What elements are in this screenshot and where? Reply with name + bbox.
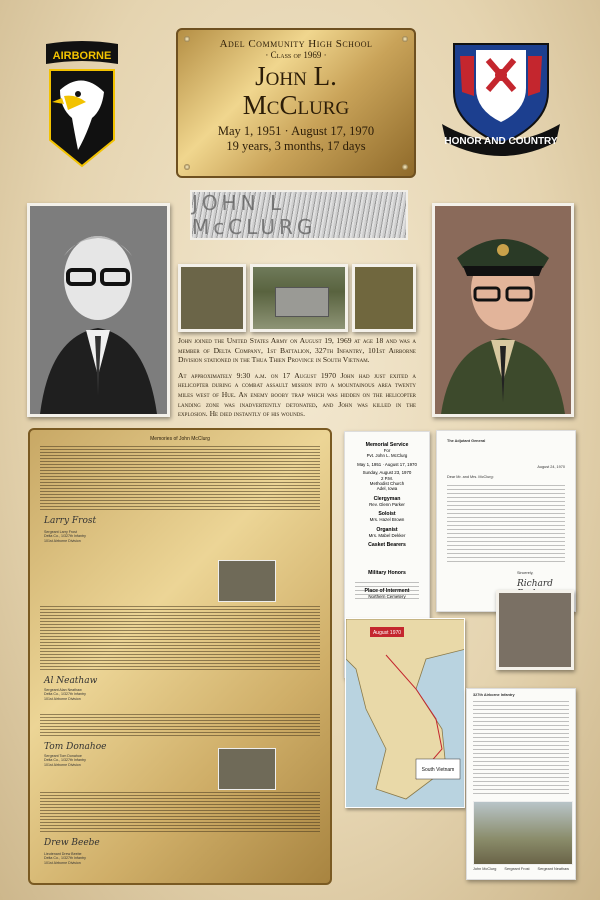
program-name: Pvt. John L. McClurg <box>366 453 408 459</box>
biography-text <box>178 336 416 425</box>
age-at-death: 19 years, 3 months, 17 days <box>226 139 366 153</box>
headstone-rubbing <box>190 190 408 240</box>
signature-4: Drew Beebe <box>44 838 100 848</box>
letter-heading: The Adjutant General <box>447 439 486 443</box>
sender-3: Sergeant Tom Donahoe Delta Co., 1/327th Infantry 101st Airborne Division <box>44 754 86 767</box>
letters-title: Memories of John McClurg <box>150 436 210 442</box>
photo-small-1 <box>218 560 276 602</box>
signature-3: Tom Donahoe <box>44 742 107 752</box>
soldiers-group-photo <box>473 801 573 865</box>
letter-date: August 24, 1970 <box>537 465 565 469</box>
airborne-patch <box>42 40 122 170</box>
letter-salutation: Dear Mr. and Mrs. McClurg: <box>447 475 494 479</box>
story-paragraph-2: At approximately 9:30 a.m. on 17 August 1970 John had just exited a helicopter during a combat assault mission into a mountainous area twenty miles west of Hue. An enemy booby trap which was hidden on the helicopter landing zone was inadvertently detonated, and John was killed in the explosion. He died instantly of his wounds. <box>178 370 416 419</box>
condolence-letter: The Adjutant General August 24, 1970 Dear Mr. and Mrs. McClurg: Sincerely, Richard <box>436 430 576 612</box>
sender-1: Sergeant Larry Frost Delta Co., 1/327th Infantry 101st Airborne Division <box>44 530 86 543</box>
program-title: Memorial Service <box>365 442 409 448</box>
school-name: Adel Community High School <box>219 38 373 50</box>
life-dates: May 1, 1951 · August 17, 1970 <box>217 124 375 138</box>
photo-john-glasses <box>496 590 574 670</box>
map-date-label: August 1970 <box>372 630 402 636</box>
327th-infantry-patch <box>440 40 562 158</box>
class-year: · Class of 1969 · <box>265 50 327 60</box>
letter-signature: Richard <box>517 579 553 589</box>
sender-2: Sergeant Alan Neathaw Delta Co., 1/327th Infantry 101st Airborne Division <box>44 688 86 701</box>
memorial-plaque <box>176 28 416 178</box>
map-title: South Vietnam <box>421 767 455 773</box>
airborne-tab-text: AIRBORNE <box>52 50 112 62</box>
photo-headstone <box>250 264 348 332</box>
name-line-1: John L. <box>255 61 337 91</box>
photo-caption: John McClurg Sergeant Frost Sergeant Neathaw <box>473 867 569 871</box>
signature-2: Al Neathaw <box>44 676 98 686</box>
photo-soldier-field <box>352 264 416 332</box>
unit-document <box>466 688 576 880</box>
letters-panel <box>28 428 332 885</box>
photo-small-2 <box>218 748 276 790</box>
signature-1: Larry Frost <box>44 516 97 526</box>
memorial-program: Memorial Service For Pvt. John L. McClurg May 1, 1951 · August 17, 1970 Sunday, August 23, 1970 2 P.M. Methodist Church Adel, Iowa Clergyman Rev. Glenn Parker Soloist Mrs. Hazel Brown Organist Mrs. Mabel Dekker Casket Bearers Military Honors Place of Interment Northern Cemetery <box>344 431 430 678</box>
portrait-photo-military <box>432 203 574 417</box>
portrait-photo-civilian <box>27 203 170 417</box>
patch-motto: HONOR AND COUNTRY <box>444 136 558 147</box>
unit-doc-title: 327th Airborne Infantry <box>473 693 515 697</box>
sender-4: Lieutenant Drew Beebe Delta Co., 1/327th Infantry 101st Airborne Division <box>44 852 86 865</box>
rubbing-text: JOHN L McCLURG <box>192 191 317 239</box>
vietnam-map <box>345 618 465 808</box>
story-paragraph-1: John joined the United States Army on August 19, 1969 at age 18 and was a member of Delta Company, 1st Battalion, 327th Infantry, 101st Airborne Division stationed in the Thua Thien Province in South Vietnam. <box>178 336 416 365</box>
name-line-2: McClurg <box>242 90 350 120</box>
photo-john-young <box>178 264 246 332</box>
